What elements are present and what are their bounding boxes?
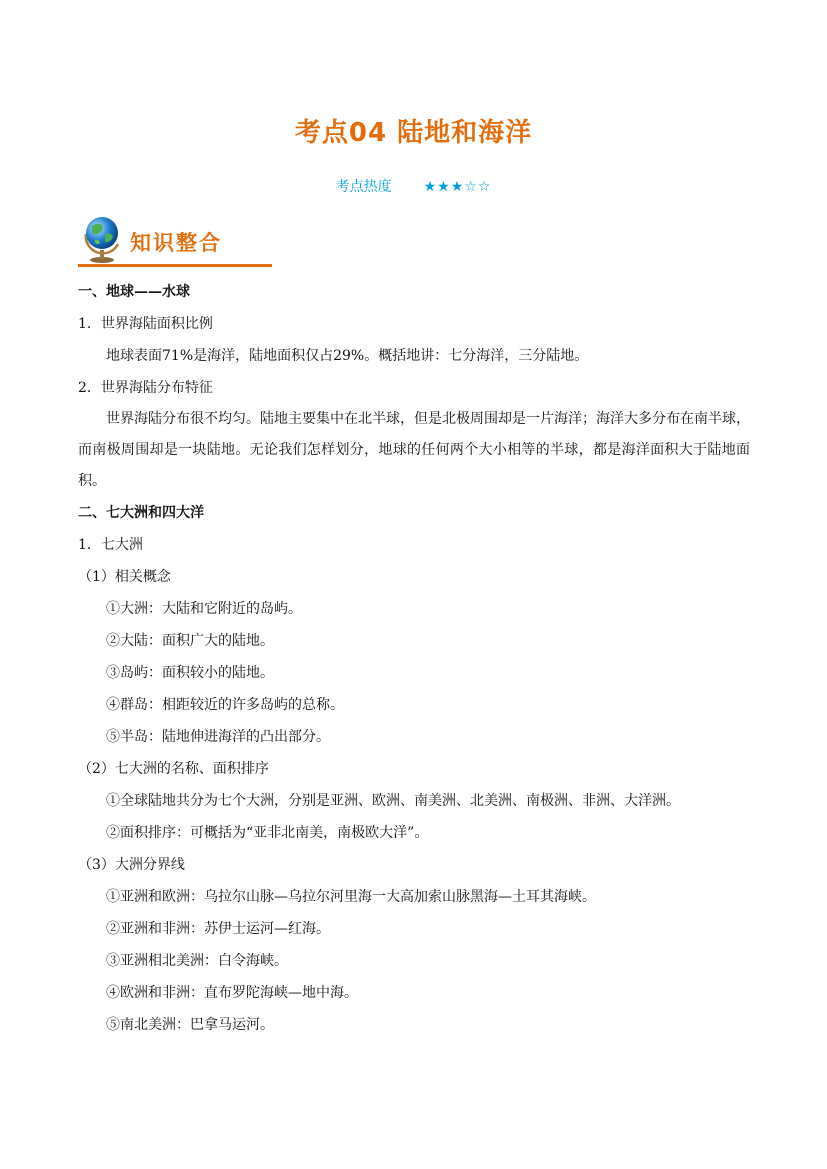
heading-earth-water: 一、地球——水球 (78, 284, 190, 300)
list-item: ⑤南北美洲：巴拿马运河。 (106, 1017, 274, 1033)
subheading-names-area: （2）七大洲的名称、面积排序 (78, 761, 269, 777)
list-item: ①亚洲和欧洲：乌拉尔山脉—乌拉尔河里海一大高加索山脉黑海—土耳其海峡。 (106, 889, 596, 905)
list-item: ④群岛：相距较近的许多岛屿的总称。 (106, 697, 344, 713)
heat-stars: ★★★☆☆ (423, 179, 492, 195)
list-item: ①大洲：大陆和它附近的岛屿。 (106, 601, 302, 617)
list-item: ③岛屿：面积较小的陆地。 (106, 665, 274, 681)
list-item: ②面积排序：可概括为“亚非北南美，南极欧大洋”。 (106, 825, 429, 841)
list-item: ②大陆：面积广大的陆地。 (106, 633, 274, 649)
heading-continents-oceans: 二、七大洲和四大洋 (78, 505, 204, 521)
section-banner (78, 214, 272, 268)
list-item: ⑤半岛：陆地伸进海洋的凸出部分。 (106, 729, 330, 745)
page-title: 考点04 陆地和海洋 (294, 118, 533, 148)
subheading-ratio: 1．世界海陆面积比例 (78, 316, 213, 332)
banner-underline (78, 264, 272, 267)
subheading-concepts: （1）相关概念 (78, 569, 171, 585)
subheading-distribution: 2．世界海陆分布特征 (78, 380, 213, 396)
heat-rating (0, 176, 827, 196)
subheading-seven-continents: 1．七大洲 (78, 537, 143, 553)
paragraph-ratio: 地球表面71%是海洋，陆地面积仅占29%。概括地讲：七分海洋，三分陆地。 (106, 348, 589, 364)
list-item: ③亚洲相北美洲：白令海峡。 (106, 953, 288, 969)
banner-label: 知识整合 (130, 231, 222, 255)
list-item: ④欧洲和非洲：直布罗陀海峡—地中海。 (106, 985, 358, 1001)
content-body (78, 276, 750, 1041)
heat-label: 考点热度 (335, 179, 392, 195)
paragraph-distribution: 世界海陆分布很不均匀。陆地主要集中在北半球，但是北极周围却是一片海洋；海洋大多分布在南半球，而南极周围却是一块陆地。无论我们怎样划分，地球的任何两个大小相等的半球，都是海洋面积大于陆地面积。 (78, 411, 750, 489)
list-item: ②亚洲和非洲：苏伊士运河—红海。 (106, 921, 330, 937)
globe-icon (80, 214, 124, 264)
list-item: ①全球陆地共分为七个大洲，分别是亚洲、欧洲、南美洲、北美洲、南极洲、非洲、大洋洲。 (106, 793, 680, 809)
subheading-boundaries: （3）大洲分界线 (78, 857, 185, 873)
